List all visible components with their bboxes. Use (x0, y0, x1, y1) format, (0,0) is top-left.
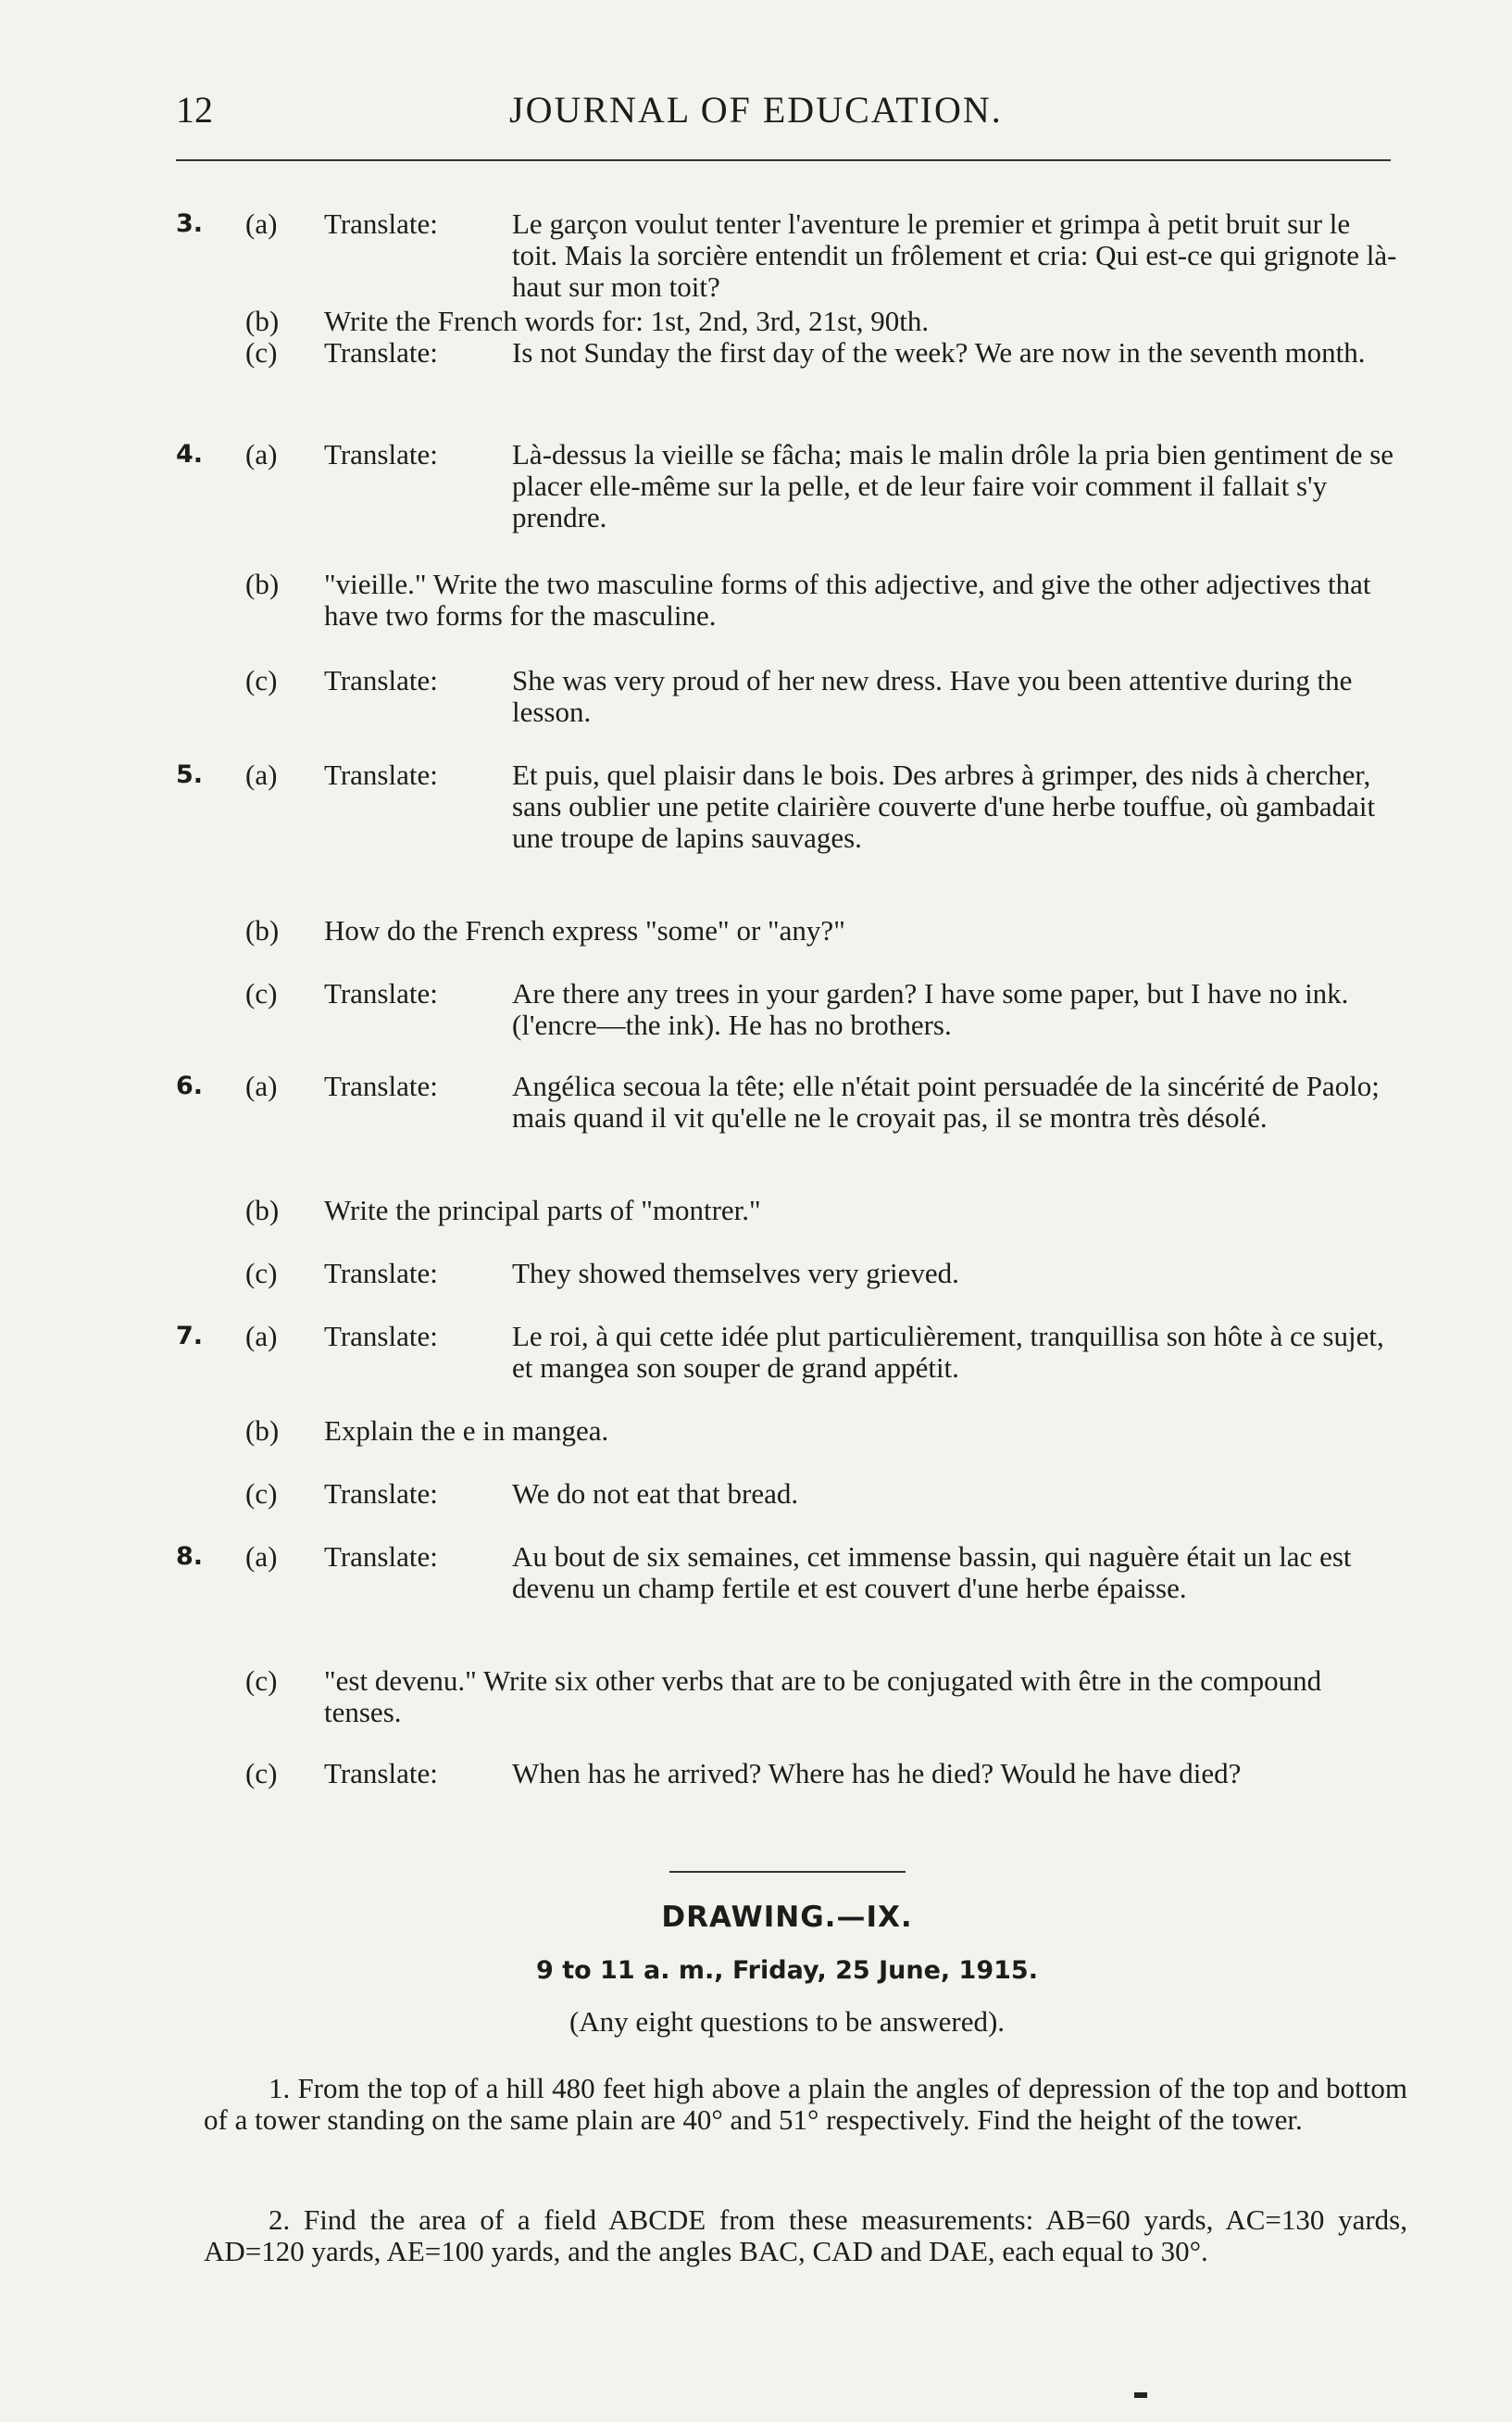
part-text: We do not eat that bread. (512, 1477, 799, 1510)
part-letter: (a) (245, 207, 278, 240)
question-4a (176, 439, 1407, 533)
journal-title: JOURNAL OF EDUCATION. (509, 89, 1003, 131)
part-command: Translate: (324, 977, 438, 1010)
part-letter: (c) (245, 1757, 278, 1789)
part-text: Et puis, quel plaisir dans le bois. Des arbres à grimper, des nids à chercher, sans oublier une petite clairière couverte d'une herbe touffue, où gambadait une troupe de lapins sauvages. (512, 759, 1376, 854)
part-text: Là-dessus la vieille se fâcha; mais le malin drôle la pria bien gentiment de se placer elle-même sur la pelle, et de leur faire voir comment il fallait s'y prendre. (512, 438, 1394, 533)
page-number: 12 (176, 89, 213, 131)
question-6c (176, 1258, 1407, 1289)
part-command: Translate: (324, 1257, 438, 1289)
question-8c (176, 1758, 1407, 1821)
question-8a (176, 1541, 1407, 1636)
part-command: Translate: (324, 1477, 438, 1510)
question-5a (176, 759, 1407, 885)
part-text: "est devenu." Write six other verbs that are to be conjugated with être in the compound tenses. (324, 1664, 1322, 1728)
question-4b (176, 569, 1407, 632)
part-command: Translate: (324, 336, 438, 369)
part-command: Translate: (324, 1070, 438, 1102)
part-letter: (b) (245, 914, 280, 947)
part-text: How do the French express "some" or "any?" (324, 914, 845, 947)
question-number: 3. (176, 209, 204, 238)
part-command: Translate: (324, 1540, 438, 1573)
question-5b (176, 915, 1407, 947)
part-text: Write the principal parts of "montrer." (324, 1194, 761, 1226)
section-title: DRAWING.—IX. (661, 1901, 913, 1934)
part-letter: (c) (245, 336, 278, 369)
part-text: Le garçon voulut tenter l'aventure le premier et grimpa à petit bruit sur le toit. Mais la sorcière entendit un frôlement et cria: Qui est-ce qui grignote là-haut sur mon toit? (512, 207, 1397, 303)
exam-session: 9 to 11 a. m., Friday, 25 June, 1915. (536, 1956, 1038, 1985)
part-text: They showed themselves very grieved. (512, 1257, 959, 1289)
part-letter: (c) (245, 1664, 278, 1697)
part-text: She was very proud of her new dress. Have you been attentive during the lesson. (512, 664, 1353, 728)
question-number: 6. (176, 1072, 204, 1100)
printer-mark (1134, 2392, 1147, 2398)
part-letter: (a) (245, 1320, 278, 1352)
part-text: Au bout de six semaines, cet immense bassin, qui naguère était un lac est devenu un champ fertile et est couvert d'une herbe épaisse. (512, 1540, 1352, 1604)
part-letter: (a) (245, 759, 278, 791)
question-3b (176, 306, 1407, 337)
part-text: "vieille." Write the two masculine forms of this adjective, and give the other adjectives that have two forms for the masculine. (324, 568, 1371, 632)
question-7c (176, 1478, 1407, 1510)
question-number: 5. (176, 760, 204, 789)
part-command: Translate: (324, 664, 438, 696)
part-text: When has he arrived? Where has he died? Would he have died? (512, 1757, 1242, 1789)
question-number: 8. (176, 1542, 204, 1571)
part-command: Translate: (324, 759, 438, 791)
part-letter: (b) (245, 1194, 280, 1226)
question-3c (176, 337, 1407, 400)
part-command: Translate: (324, 207, 438, 240)
part-text: Are there any trees in your garden? I have some paper, but I have no ink. (l'encre—the ink). He has no brothers. (512, 977, 1349, 1041)
drawing-question-2: 2. Find the area of a field ABCDE from these measurements: AB=60 yards, AC=130 yards, AD=120 yards, AE=100 yards, and the angles BAC, CAD and DAE, each equal to 30°. (204, 2203, 1407, 2267)
part-text: Write the French words for: 1st, 2nd, 3rd, 21st, 90th. (324, 305, 930, 337)
question-6a (176, 1071, 1407, 1165)
question-3a (176, 207, 1407, 303)
part-letter: (b) (245, 1414, 280, 1447)
question-4c (176, 665, 1407, 728)
section-divider (669, 1871, 906, 1873)
part-letter: (c) (245, 1257, 278, 1289)
part-letter: (a) (245, 1540, 278, 1573)
question-6b (176, 1195, 1407, 1226)
part-letter: (c) (245, 1477, 278, 1510)
part-text: Explain the e in mangea. (324, 1414, 609, 1447)
question-5c (176, 978, 1407, 1041)
part-command: Translate: (324, 438, 438, 471)
part-letter: (c) (245, 664, 278, 696)
part-letter: (b) (245, 305, 280, 337)
drawing-section-header (176, 1871, 1398, 2039)
part-text: Is not Sunday the first day of the week? We are now in the seventh month. (512, 336, 1366, 369)
part-letter: (a) (245, 438, 278, 471)
exam-instruction: (Any eight questions to be answered). (569, 2005, 1006, 2038)
part-text: Le roi, à qui cette idée plut particulièrement, tranquillisa son hôte à ce sujet, et mangea son souper de grand appétit. (512, 1320, 1384, 1384)
question-7a (176, 1321, 1407, 1384)
part-text: Angélica secoua la tête; elle n'était point persuadée de la sincérité de Paolo; mais quand il vit qu'elle ne le croyait pas, il se montra très désolé. (512, 1070, 1380, 1134)
french-questions (176, 208, 1407, 1821)
question-number: 7. (176, 1322, 204, 1350)
question-number: 4. (176, 440, 204, 469)
part-letter: (a) (245, 1070, 278, 1102)
question-7b (176, 1415, 1407, 1447)
header-divider (176, 159, 1391, 161)
question-8b (176, 1665, 1407, 1728)
drawing-question-1: 1. From the top of a hill 480 feet high above a plain the angles of depression of the top and bottom of a tower standing on the same plain are 40° and 51° respectively. Find the height of the tower. (204, 2072, 1407, 2136)
part-command: Translate: (324, 1757, 438, 1789)
part-letter: (b) (245, 568, 280, 600)
part-letter: (c) (245, 977, 278, 1010)
page-header (176, 88, 1389, 144)
part-command: Translate: (324, 1320, 438, 1352)
